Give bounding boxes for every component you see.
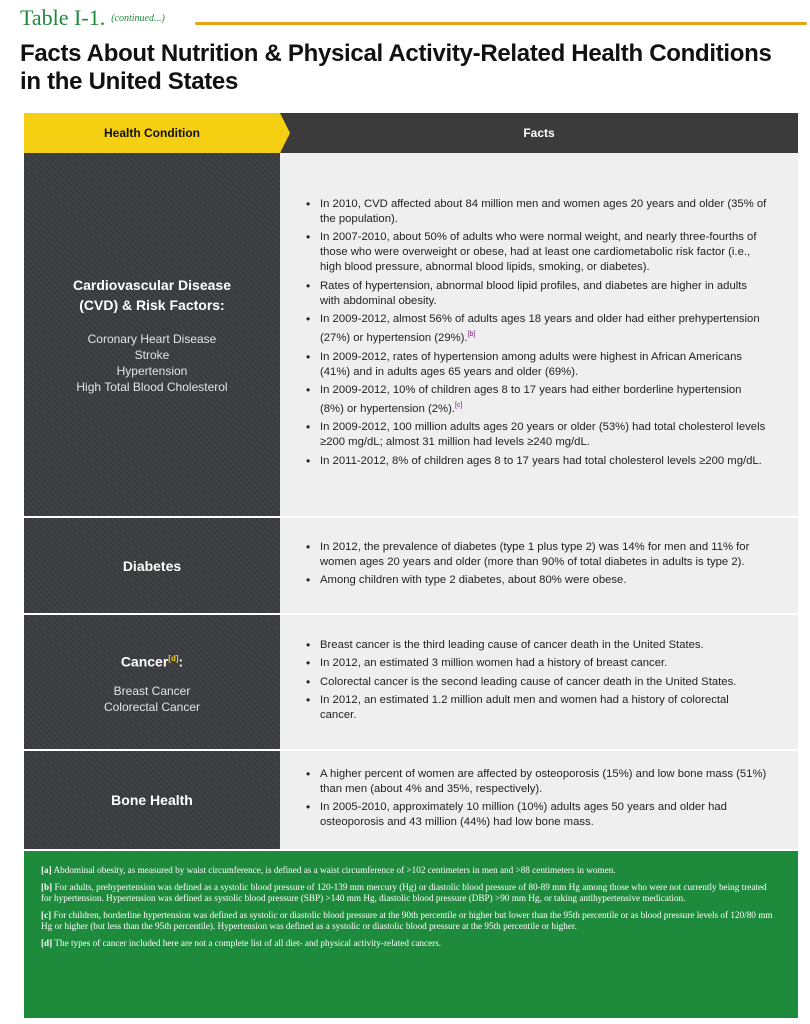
condition-cell-cvd	[24, 153, 280, 516]
fact-item: • In 2012, an estimated 3 million women had a history of breast cancer.	[306, 656, 768, 671]
fact-item: • In 2009-2012, almost 56% of adults ages 18 years and older had either prehypertension (27%) or hypertension (29%).[b]	[306, 312, 768, 346]
fact-item: • In 2005-2010, approximately 10 million (10%) adults ages 50 years and older had osteoporosis and 43 million (44%) had low bone mass.	[306, 800, 768, 830]
column-header-facts: Facts	[280, 113, 798, 153]
condition-name: Cancer[d]:	[120, 653, 184, 670]
footnote-c: [c] For children, borderline hypertension was defined as systolic or diastolic blood pressure at the 90th percentile or higher but lower than the 95th percentile or as blood pressure levels of 120/80 mm Hg or higher (but less than the 95th percentile). Hypertension was defined as a systolic or diastolic blood pressure at the 95th percentile or higher.	[41, 909, 773, 931]
fact-item: • In 2009-2012, rates of hypertension among adults were highest in African Americans (41%) and in adults ages 65 years and older (69%).	[306, 350, 768, 380]
header-rule	[195, 22, 807, 25]
condition-line: Cardiovascular Disease	[73, 276, 231, 293]
condition-line: (CVD) & Risk Factors:	[79, 296, 225, 313]
fact-item: • In 2007-2010, about 50% of adults who were normal weight, and nearly three-fourths of those who were overweight or obese, had at least one cardiometabolic risk factor (i.e., high blood pressure, abnormal blood lipids, smoking, or diabetes).	[306, 230, 768, 275]
facts-cell-cvd	[280, 153, 798, 516]
fact-item: • Among children with type 2 diabetes, about 80% were obese.	[306, 573, 768, 588]
footnote-ref-c[interactable]: [c]	[455, 402, 463, 409]
fact-item: • In 2012, the prevalence of diabetes (type 1 plus type 2) was 14% for men and 11% for women ages 20 years and older (more than 90% of total diabetes in adults is type 2).	[306, 540, 768, 570]
column-header-condition: Health Condition	[24, 113, 280, 153]
facts-list	[306, 638, 768, 727]
table-label: Table I-1.	[20, 5, 106, 30]
facts-table	[24, 113, 798, 849]
fact-item: • In 2009-2012, 100 million adults ages 20 years or older (53%) had total cholesterol levels ≥200 mg/dL; almost 31 million had levels ≥240 mg/dL.	[306, 420, 768, 450]
title-line-1: Facts About Nutrition & Physical Activity-Related Health Conditions	[20, 40, 772, 67]
condition-name: Diabetes	[122, 557, 182, 574]
subitem: Breast Cancer	[113, 684, 191, 699]
fact-item: • In 2010, CVD affected about 84 million men and women ages 20 years and older (35% of the population).	[306, 197, 768, 227]
footnote-ref-d[interactable]: [d]	[168, 653, 179, 663]
header-arrow	[280, 113, 290, 153]
subitem: High Total Blood Cholesterol	[76, 379, 228, 394]
fact-item: • In 2012, an estimated 1.2 million adult men and women had a history of colorectal cancer.	[306, 693, 768, 723]
footnote-b: [b] For adults, prehypertension was defined as a systolic blood pressure of 120-139 mm mercury (Hg) or diastolic blood pressure of 80-89 mm Hg among those who were not currently being treated for hypertension. Hypertension was defined as systolic blood pressure (SBP) >140 mm Hg, diastolic blood pressure (DBP) >90 mm Hg, or taking antihypertensive medication.	[41, 881, 767, 903]
facts-cell-cancer	[280, 615, 798, 749]
fact-item: • Breast cancer is the third leading cause of cancer death in the United States.	[306, 638, 768, 653]
condition-name	[73, 275, 231, 315]
footnote-a: [a] Abdominal obesity, as measured by waist circumference, is defined as a waist circumference of >102 centimeters in men and >88 centimeters in women.	[41, 865, 616, 875]
condition-cell-bone-health	[24, 751, 280, 849]
condition-name: Bone Health	[111, 792, 193, 808]
continued-note: (continued...)	[111, 12, 165, 24]
condition-cell-cancer	[24, 615, 280, 749]
subitem: Hypertension	[116, 363, 188, 378]
title-line-2: in the United States	[20, 68, 239, 95]
subitem: Colorectal Cancer	[103, 700, 201, 715]
fact-item: • Rates of hypertension, abnormal blood lipid profiles, and diabetes are higher in adults with abdominal obesity.	[306, 279, 768, 309]
condition-subitems	[104, 683, 200, 715]
page-header	[20, 6, 790, 98]
facts-cell-bone-health	[280, 751, 798, 849]
condition-subitems	[76, 331, 227, 395]
footnote-ref-b[interactable]: [b]	[467, 331, 476, 339]
fact-item: • In 2009-2012, 10% of children ages 8 to 17 years had either borderline hypertension (8%) or hypertension (2%).[c]	[306, 383, 768, 417]
page-title	[20, 40, 790, 96]
facts-cell-diabetes	[280, 518, 798, 613]
footnotes-box	[24, 851, 798, 1018]
facts-list	[306, 540, 768, 592]
footnote-d: [d] The types of cancer included here are not a complete list of all diet- and physical activity-related cancers.	[41, 937, 442, 948]
fact-item: • A higher percent of women are affected by osteoporosis (15%) and low bone mass (51%) than men (about 4% and 35%, respectively).	[306, 767, 768, 797]
fact-item: • In 2011-2012, 8% of children ages 8 to 17 years had total cholesterol levels ≥200 mg/dL.	[306, 454, 768, 469]
subitem: Coronary Heart Disease	[87, 331, 217, 346]
facts-list	[306, 767, 768, 834]
condition-cell-diabetes	[24, 518, 280, 613]
fact-item: • Colorectal cancer is the second leading cause of cancer death in the United States.	[306, 675, 768, 690]
facts-list	[306, 197, 768, 473]
subitem: Stroke	[134, 347, 170, 362]
table-label-row	[20, 6, 790, 30]
